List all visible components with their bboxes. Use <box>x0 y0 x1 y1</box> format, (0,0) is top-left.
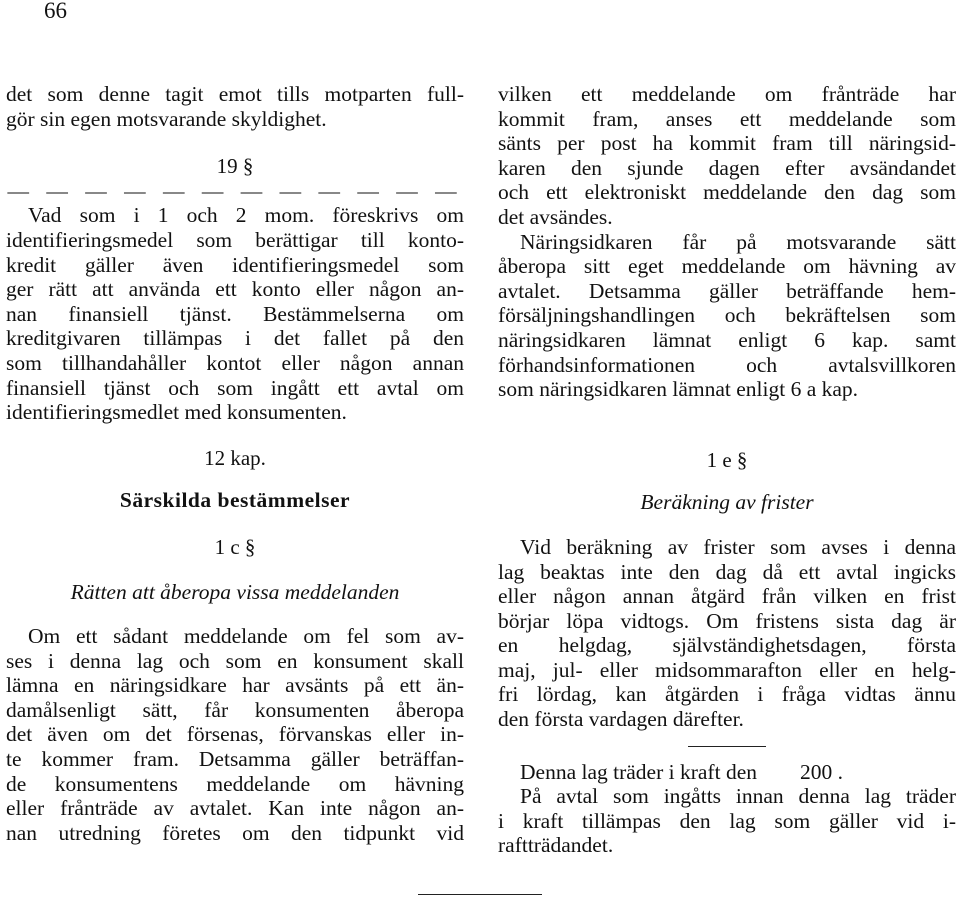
chapter-title: Särskilda bestämmelser <box>119 488 351 513</box>
entry-into-force: Denna lag träder i kraft den 200 . <box>520 759 843 784</box>
chapter-heading: 12 kap. <box>204 445 266 470</box>
section-heading: 19 § <box>216 154 254 179</box>
left-column <box>6 82 464 845</box>
text-line: eller någon annan åtgärd från vilken en frist <box>498 584 956 609</box>
text-line: Om ett sådant meddelande om fel som av- <box>28 624 464 649</box>
text-line: näringsidkaren lämnat enligt 6 kap. samt <box>498 327 956 352</box>
text-line: lag beaktas inte den dag då ett avtal ingicks <box>498 559 956 584</box>
text-line: vilken ett meddelande om frånträde har <box>498 82 956 106</box>
text-line: fri lördag, kan åtgärden i fråga vidtas ännu <box>498 682 956 707</box>
text-line: en helgdag, självständighetsdagen, första <box>498 633 956 658</box>
text-line: åberopa sitt eget meddelande om hävning av <box>498 254 956 279</box>
text-line: som näringsidkaren lämnat enligt 6 a kap. <box>498 377 859 402</box>
section-heading: 1 c § <box>214 534 256 559</box>
right-column <box>498 82 956 858</box>
text-line: den första vardagen därefter. <box>498 707 744 732</box>
text-line: sänts per post ha kommit fram till näringsid- <box>498 131 956 156</box>
omission-dashes: — — — — — — — — — — — — <box>7 178 463 203</box>
section-title: Rätten att åberopa vissa meddelanden <box>70 579 400 604</box>
text-line: som tillhandahåller kontot eller någon annan <box>6 350 464 375</box>
text-line: börjar löpa vidtogs. Om fristens sista dag är <box>498 608 956 633</box>
text-line: ger rätt att använda ett konto eller någon an- <box>6 277 464 302</box>
text-line: Näringsidkaren får på motsvarande sätt <box>520 229 956 254</box>
text-line: förhandsinformationen och avtalsvillkoren <box>498 352 956 377</box>
text-line: de konsumentens meddelande om hävning <box>6 771 464 796</box>
text-line: och ett elektroniskt meddelande den dag som <box>498 180 956 205</box>
text-line: Vad som i 1 och 2 mom. föreskrivs om <box>28 203 464 228</box>
section-heading: 1 e § <box>706 447 748 472</box>
text-line: finansiell tjänst och som ingått ett avtal om <box>6 375 464 400</box>
text-line: identifieringsmedlet med konsumenten. <box>6 400 347 425</box>
text-line: nan utredning företes om den tidpunkt vid <box>6 820 464 845</box>
text-line: det som denne tagit emot tills motparten full- <box>6 82 464 106</box>
text-line: nan finansiell tjänst. Bestämmelserna om <box>6 301 464 326</box>
text-line: Vid beräkning av frister som avses i denna <box>520 534 956 559</box>
text-line: raftträdandet. <box>498 833 614 858</box>
text-line: karen den sjunde dagen efter avsändandet <box>498 155 956 180</box>
text-line: i kraft tillämpas den lag som gäller vid i- <box>498 808 956 833</box>
text-line: te kommer fram. Detsamma gäller beträffan- <box>6 747 464 772</box>
text-line: avtalet. Detsamma gäller beträffande hem- <box>498 278 956 303</box>
text-line: identifieringsmedel som berättigar till konto- <box>6 227 464 252</box>
text-line: På avtal som ingåtts innan denna lag träder <box>520 784 956 809</box>
text-line: lämna en näringsidkare har avsänts på ett än- <box>6 673 464 698</box>
text-line: kredit gäller även identifieringsmedel som <box>6 252 464 277</box>
text-line: gör sin egen motsvarande skyldighet. <box>6 106 327 131</box>
text-line: försäljningshandlingen och bekräftelsen som <box>498 303 956 328</box>
text-line: kommit fram, anses ett meddelande som <box>498 106 956 131</box>
text-line: eller frånträde av avtalet. Kan inte någon an- <box>6 796 464 821</box>
text-line: maj, jul- eller midsommarafton eller en helg- <box>498 657 956 682</box>
footer-rule <box>418 894 542 895</box>
text-line: det avsändes. <box>498 204 613 229</box>
text-line: det även om det försenas, förvanskas eller in- <box>6 722 464 747</box>
page-number: 66 <box>44 0 67 23</box>
section-title: Beräkning av frister <box>640 490 814 515</box>
text-line: ses i denna lag och som en konsument skall <box>6 648 464 673</box>
text-line: kreditgivaren tillämpas i det fallet på den <box>6 326 464 351</box>
text-line: damålsenligt sätt, får konsumenten åberopa <box>6 697 464 722</box>
